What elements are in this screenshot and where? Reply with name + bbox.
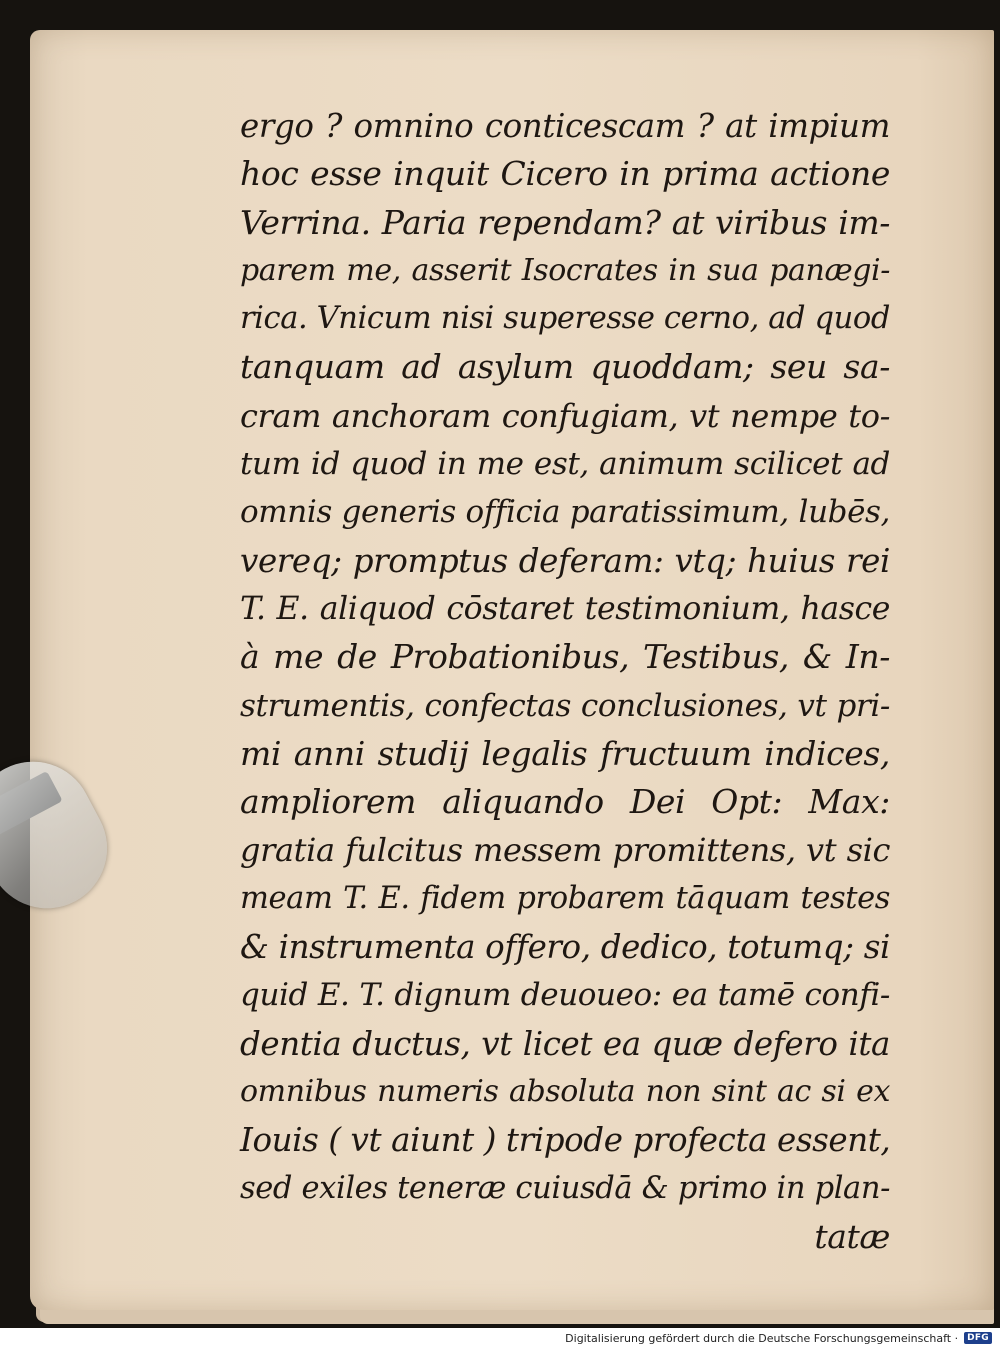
- text-line: meam T. E. fidem probarem tāquam testes: [240, 880, 890, 916]
- text-line: omnis generis officia paratissimum, lubēs,: [240, 494, 890, 531]
- footer-bar: [0, 1328, 1000, 1348]
- text-line: quid E. T. dignum deuoueo: ea tamē confi-: [240, 977, 890, 1014]
- text-line: T. E. aliquod cōstaret testimonium, hasce: [240, 590, 890, 627]
- text-line: cram anchoram confugiam, vt nempe to-: [240, 396, 890, 435]
- text-line: rica. Vnicum nisi superesse cerno, ad quod: [240, 301, 890, 337]
- footer-credit: Digitalisierung gefördert durch die Deutsche Forschungsgemeinschaft ·: [565, 1331, 959, 1345]
- text-line: Verrina. Paria rependam? at viribus im-: [240, 202, 890, 242]
- text-line: vereq; promptus deferam: vtq; huius rei: [240, 541, 890, 580]
- text-line: Iouis ( vt aiunt ) tripode profecta essent,: [240, 1121, 891, 1160]
- text-line: omnibus numeris absoluta non sint ac si ex: [240, 1073, 890, 1109]
- book-page: [30, 30, 994, 1310]
- text-line: strumentis, confectas conclusiones, vt pri-: [240, 687, 890, 724]
- text-line: ampliorem aliquando Dei Opt: Max:: [240, 782, 890, 822]
- text-line: parem me, asserit Isocrates in sua panægi-: [240, 252, 890, 288]
- text-line: dentia ductus, vt licet ea quæ defero ita: [240, 1024, 890, 1063]
- text-line: à me de Probationibus, Testibus, & In-: [240, 637, 890, 677]
- text-line: ergo ? omnino conticescam ? at impium: [240, 107, 890, 145]
- text-line: tanquam ad asylum quoddam; seu sa-: [240, 347, 890, 387]
- text-line: hoc esse inquit Cicero in prima actione: [240, 154, 890, 194]
- dfg-logo-icon: DFG: [964, 1332, 992, 1344]
- text-line: gratia fulcitus messem promittens, vt sic: [240, 831, 890, 870]
- text-line: mi anni studij legalis fructuum indices,: [240, 733, 890, 773]
- text-block: [240, 102, 890, 1261]
- text-line: tum id quod in me est, animum scilicet ad: [240, 446, 890, 483]
- catchword: tatæ: [814, 1216, 890, 1256]
- text-line: & instrumenta offero, dedico, totumq; si: [240, 928, 890, 967]
- text-line: sed exiles teneræ cuiusdā & primo in plan-: [240, 1170, 890, 1206]
